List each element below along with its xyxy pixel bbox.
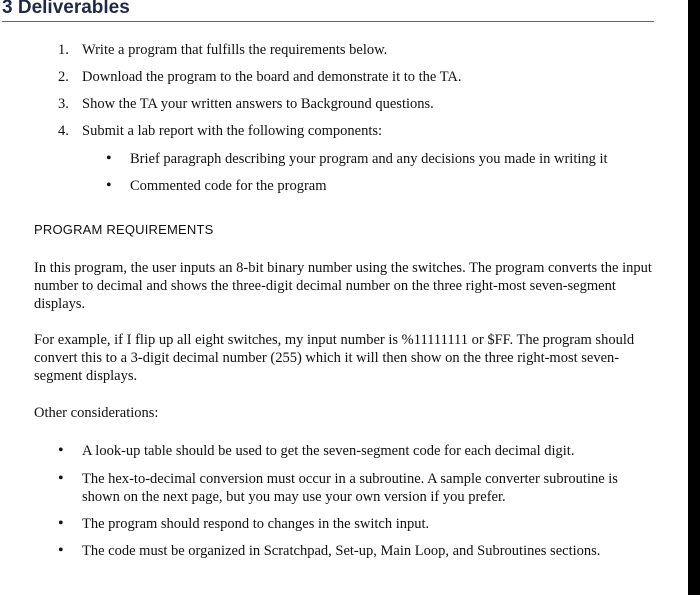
- report-component-text: Brief paragraph describing your program and any decisions you made in writing it: [130, 151, 608, 167]
- bullet-icon: •: [106, 177, 112, 194]
- deliverable-text: Show the TA your written answers to Background questions.: [82, 96, 434, 112]
- example-paragraph: For example, if I flip up all eight switches, my input number is %11111111 or $FF. The program should convert this to a 3-digit decimal number (255) which it will then show on the three right-most seven-segment displays.: [34, 332, 635, 384]
- deliverable-number: 2.: [58, 69, 69, 85]
- screen-edge: [688, 0, 700, 595]
- bullet-icon: •: [58, 515, 64, 532]
- deliverable-text: Submit a lab report with the following components:: [82, 123, 383, 139]
- deliverable-text: Write a program that fulfills the requirements below.: [82, 42, 388, 58]
- heading-underline: [2, 21, 654, 22]
- consideration-text: The code must be organized in Scratchpad, Set-up, Main Loop, and Subroutines sections.: [82, 543, 601, 559]
- deliverable-number: 4.: [58, 123, 69, 139]
- consideration-text: The program should respond to changes in the switch input.: [82, 516, 430, 532]
- requirements-paragraph: In this program, the user inputs an 8-bit binary number using the switches. The program converts the input number to decimal and shows the three-digit decimal number on the three right-most seven-segment displays.: [34, 260, 652, 312]
- section-heading: 3 Deliverables: [2, 0, 130, 18]
- deliverable-number: 1.: [58, 42, 69, 58]
- bullet-icon: •: [58, 442, 64, 459]
- consideration-text: A look-up table should be used to get the seven-segment code for each decimal digit.: [82, 443, 575, 459]
- deliverable-text: Download the program to the board and demonstrate it to the TA.: [82, 69, 462, 85]
- considerations-label: Other considerations:: [34, 405, 159, 421]
- consideration-text: The hex-to-decimal conversion must occur in a subroutine. A sample converter subroutine is shown on the next page, but you may use your own version if you prefer.: [82, 471, 618, 505]
- report-component-text: Commented code for the program: [130, 178, 327, 194]
- requirements-title: PROGRAM REQUIREMENTS: [34, 222, 214, 237]
- deliverable-number: 3.: [58, 96, 69, 112]
- bullet-icon: •: [58, 470, 64, 487]
- bullet-icon: •: [58, 542, 64, 559]
- bullet-icon: •: [106, 150, 112, 167]
